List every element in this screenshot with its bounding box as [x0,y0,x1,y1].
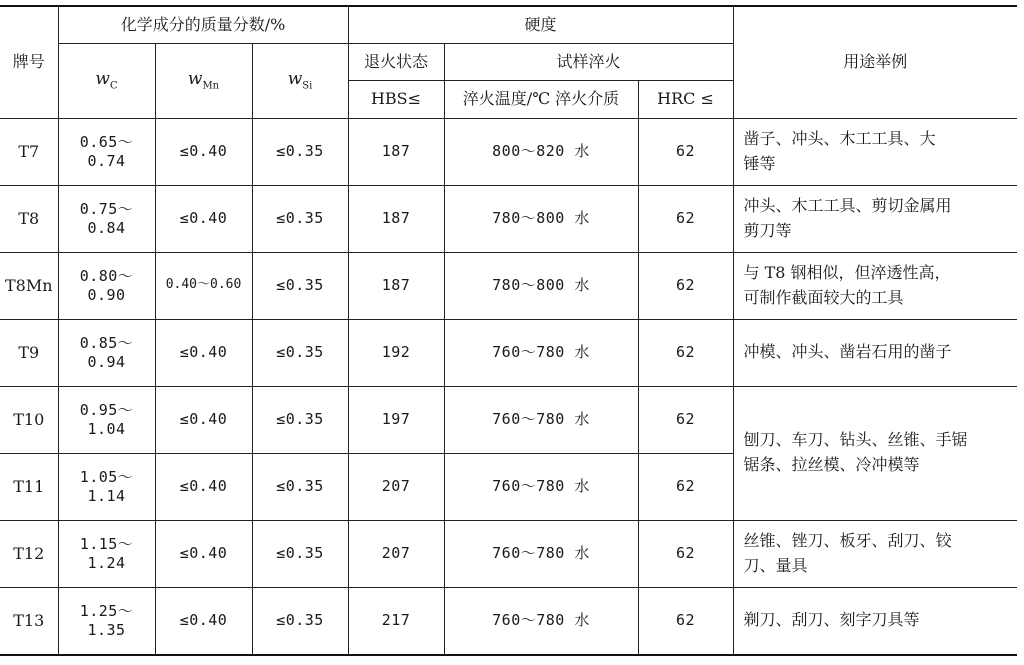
steel-properties-table [0,5,1017,656]
usage-line: 丝锥、锉刀、板牙、刮刀、铰 [743,530,952,550]
usage-line: 剃刀、刮刀、刻字刀具等 [743,610,920,630]
hbs-cell: 217 [348,587,444,655]
wc-subscript: C [109,79,118,91]
hbs-cell: 187 [348,252,444,319]
hrc-cell: 62 [638,319,733,386]
wc-max: 1.24 [87,553,126,572]
hrc-cell: 62 [638,587,733,655]
header-quench-temp-medium: 淬火温度/℃ 淬火介质 [444,80,638,118]
wmn-cell: 0.40～0.60 [155,252,252,319]
usage-cell [733,185,1017,252]
wc-min: 1.15～ [79,534,134,553]
w-symbol: w [287,68,303,89]
wc-min: 0.85～ [79,333,134,352]
grade-cell: T12 [0,520,58,587]
wsi-cell: ≤0.35 [252,252,348,319]
grade-cell: T8 [0,185,58,252]
wc-cell [58,185,155,252]
wc-cell [58,319,155,386]
wsi-subscript: Si [302,79,313,91]
header-hardness: 硬度 [348,6,733,43]
header-quench-test: 试样淬火 [444,43,733,80]
header-wmn [155,43,252,118]
usage-cell [733,520,1017,587]
wmn-cell: ≤0.40 [155,386,252,453]
quench-cell: 760～780 水 [444,453,638,520]
wsi-cell: ≤0.35 [252,118,348,185]
wc-min: 0.95～ [79,400,134,419]
usage-line: 锯条、拉丝模、冷冲模等 [743,455,920,474]
wc-cell [58,453,155,520]
quench-cell: 760～780 水 [444,587,638,655]
usage-line: 刀、量具 [743,555,808,575]
header-wc [58,43,155,118]
table-row [0,386,1017,453]
header-hrc: HRC ≤ [638,80,733,118]
usage-line: 锤等 [743,153,776,173]
wmn-cell: ≤0.40 [155,587,252,655]
hbs-cell: 187 [348,118,444,185]
hrc-cell: 62 [638,252,733,319]
wc-max: 1.35 [87,620,126,639]
wsi-cell: ≤0.35 [252,587,348,655]
wc-min: 0.65～ [79,132,134,151]
w-symbol: w [95,68,110,89]
wsi-cell: ≤0.35 [252,453,348,520]
header-wsi [252,43,348,118]
usage-line: 冲头、木工工具、剪切金属用 [743,195,952,215]
usage-cell [733,386,1017,520]
header-annealed: 退火状态 [348,43,444,80]
wsi-cell: ≤0.35 [252,386,348,453]
grade-cell: T10 [0,386,58,453]
wmn-cell: ≤0.40 [155,118,252,185]
wc-cell [58,587,155,655]
table-row [0,252,1017,319]
wmn-cell: ≤0.40 [155,453,252,520]
hrc-cell: 62 [638,118,733,185]
usage-line: 冲模、冲头、凿岩石用的凿子 [743,342,952,362]
usage-line: 与 T8 钢相似，但淬透性高， [743,262,951,282]
hbs-cell: 207 [348,453,444,520]
wmn-cell: ≤0.40 [155,185,252,252]
table-row [0,185,1017,252]
wc-max: 1.04 [87,419,126,438]
table-row [0,118,1017,185]
usage-cell [733,118,1017,185]
wc-min: 0.80～ [79,266,134,285]
wsi-cell: ≤0.35 [252,185,348,252]
hbs-cell: 192 [348,319,444,386]
table-row [0,319,1017,386]
wc-max: 1.14 [87,486,126,505]
wmn-cell: ≤0.40 [155,319,252,386]
table-row [0,520,1017,587]
quench-cell: 800～820 水 [444,118,638,185]
header-grade: 牌号 [0,6,58,118]
wmn-subscript: Mn [202,79,220,91]
usage-cell [733,319,1017,386]
wsi-cell: ≤0.35 [252,520,348,587]
usage-line: 凿子、冲头、木工工具、大 [743,128,936,148]
grade-cell: T8Mn [0,252,58,319]
wc-max: 0.84 [87,218,126,237]
wc-min: 0.75～ [79,199,134,218]
grade-cell: T7 [0,118,58,185]
usage-line: 剪刀等 [743,220,792,240]
wc-cell [58,520,155,587]
grade-cell: T13 [0,587,58,655]
hbs-cell: 207 [348,520,444,587]
wmn-cell: ≤0.40 [155,520,252,587]
grade-cell: T9 [0,319,58,386]
wsi-cell: ≤0.35 [252,319,348,386]
hbs-cell: 187 [348,185,444,252]
header-hbs: HBS≤ [348,80,444,118]
header-row-1 [0,6,1017,43]
hrc-cell: 62 [638,453,733,520]
wc-cell [58,118,155,185]
hbs-cell: 197 [348,386,444,453]
wc-min: 1.25～ [79,602,134,620]
wc-max: 0.94 [87,352,126,371]
quench-cell: 760～780 水 [444,386,638,453]
quench-cell: 780～800 水 [444,252,638,319]
wc-max: 0.74 [87,151,126,170]
wc-min: 1.05～ [79,467,134,486]
wc-cell [58,252,155,319]
w-symbol: w [187,68,203,89]
wc-cell [58,386,155,453]
usage-cell [733,252,1017,319]
header-usage: 用途举例 [733,6,1017,118]
header-composition: 化学成分的质量分数/% [58,6,348,43]
quench-cell: 780～800 水 [444,185,638,252]
wc-max: 0.90 [87,285,126,304]
grade-cell: T11 [0,453,58,520]
hrc-cell: 62 [638,386,733,453]
quench-cell: 760～780 水 [444,319,638,386]
usage-cell [733,587,1017,655]
table-row [0,587,1017,655]
hrc-cell: 62 [638,520,733,587]
hrc-cell: 62 [638,185,733,252]
quench-cell: 760～780 水 [444,520,638,587]
usage-line: 可制作截面较大的工具 [743,287,904,307]
usage-line: 刨刀、车刀、钻头、丝锥、手锯 [743,430,968,450]
